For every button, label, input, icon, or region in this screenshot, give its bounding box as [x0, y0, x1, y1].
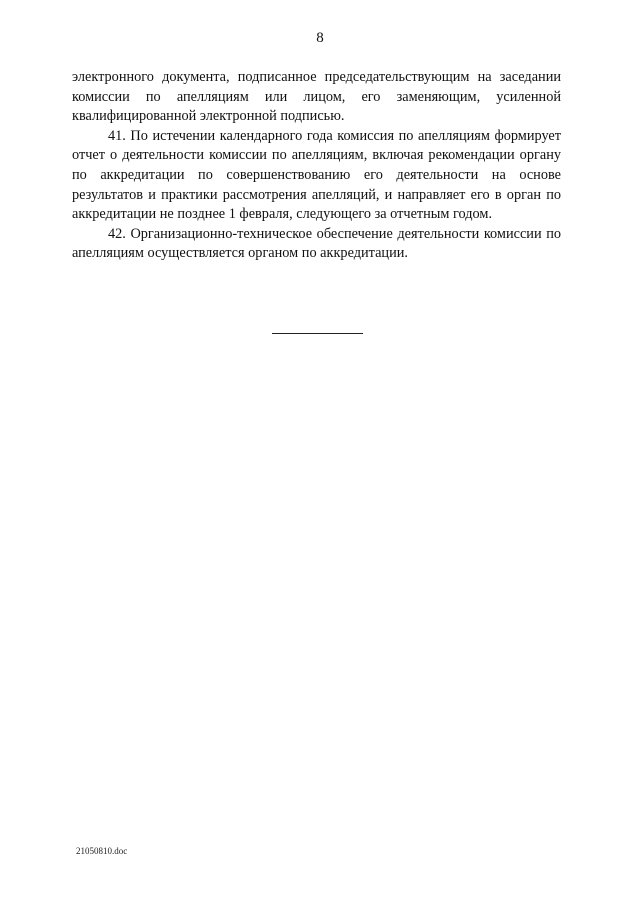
end-of-text-divider: [272, 333, 363, 334]
page-number: 8: [316, 30, 324, 46]
paragraph-41: 41. По истечении календарного года комиссия по апелляциям формирует отчет о деятельности комиссии по апелляциям, включая рекомендации органу по аккредитации по совершенствованию его деятельности на основе результатов и практики рассмотрения апелляций, и направляет его в орган по аккредитации не позднее 1 февраля, следующего за отчетным годом.: [72, 127, 561, 223]
document-file-code: 21050810.doc: [76, 846, 128, 856]
paragraph-continuation: электронного документа, подписанное председательствующим на заседании комиссии по апелляциям или лицом, его заменяющим, усиленной квалифицированной электронной подписью.: [72, 69, 561, 125]
paragraph-42: 42. Организационно-техническое обеспечение деятельности комиссии по апелляциям осуществляется органом по аккредитации.: [72, 225, 561, 262]
document-body: [72, 68, 561, 264]
